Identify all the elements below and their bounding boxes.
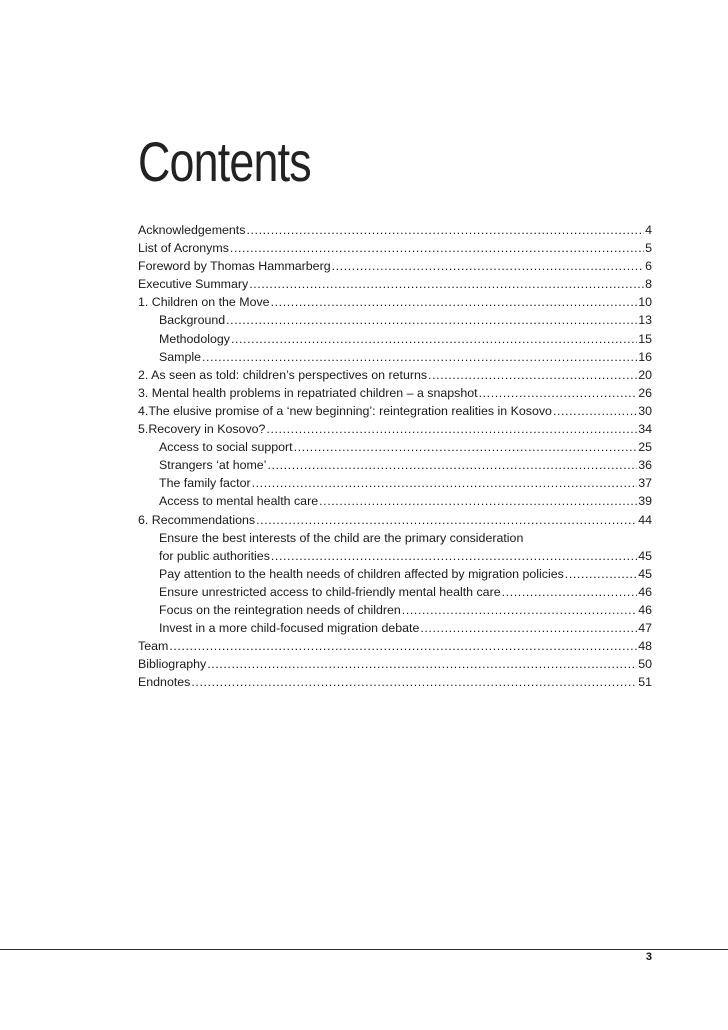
toc-entry [138,239,652,257]
toc-leader-dots [271,547,637,565]
page-title: Contents [138,130,311,193]
toc-entry [138,655,652,673]
toc-entry-page: 47 [638,621,652,636]
toc-entry-page: 34 [638,422,652,437]
toc-entry-title: Executive Summary [138,277,249,292]
toc-leader-dots [169,637,637,655]
toc-entry [138,257,652,275]
toc-leader-dots [420,619,637,637]
toc-entry-title: Strangers ‘at home’ [159,458,267,473]
toc-entry-page: 30 [638,403,652,418]
toc-entry-page: 48 [638,639,652,654]
toc-leader-dots [402,601,637,619]
toc-entry-page: 16 [638,349,652,364]
toc-entry-title: Endnotes [138,675,191,690]
toc-leader-dots [332,257,645,275]
page-number: 3 [645,951,652,963]
toc-entry-title: Ensure the best interests of the child are the primary consideration [159,530,524,545]
toc-entry-page: 36 [638,458,652,473]
toc-leader-dots [479,384,638,402]
toc-leader-dots [294,438,638,456]
toc-entry [138,293,652,311]
toc-leader-dots [553,402,637,420]
toc-entry [138,366,652,384]
toc-entry-page: 46 [638,602,652,617]
toc-entry-page: 5 [645,241,652,256]
toc-leader-dots [191,673,637,691]
footer-divider [0,949,728,950]
toc-entry-page: 8 [645,277,652,292]
toc-entry-page: 10 [638,295,652,310]
toc-entry [138,565,652,583]
toc-entry-title: Ensure unrestricted access to child-friendly mental health care [159,584,501,599]
toc-entry-page: 25 [638,440,652,455]
toc-leader-dots [246,221,644,239]
toc-entry [138,601,652,619]
toc-leader-dots [249,275,644,293]
toc-leader-dots [226,311,637,329]
toc-entry [138,511,652,529]
toc-entry [138,402,652,420]
toc-entry-title: Access to mental health care [159,494,319,509]
toc-leader-dots [252,474,638,492]
toc-leader-dots [428,366,637,384]
toc-entry [138,637,652,655]
toc-entry [138,420,652,438]
toc-entry-title: 3. Mental health problems in repatriated children – a snapshot [138,385,478,400]
toc-entry-page: 45 [638,566,652,581]
toc-leader-dots [266,420,637,438]
toc-entry-title: Foreword by Thomas Hammarberg [138,259,331,274]
toc-entry [138,492,652,510]
toc-leader-dots [231,330,637,348]
toc-entry-title: 5.Recovery in Kosovo? [138,422,266,437]
toc-leader-dots [271,293,638,311]
toc-entry-page: 46 [638,584,652,599]
toc-entry-page: 45 [638,548,652,563]
toc-entry-title: List of Acronyms [138,241,229,256]
toc-entry [138,456,652,474]
toc-entry-title: 1. Children on the Move [138,295,270,310]
toc-leader-dots [267,456,637,474]
toc-entry-title: Sample [159,349,202,364]
toc-entry-page: 39 [638,494,652,509]
toc-entry-title: Team [138,639,169,654]
toc-leader-dots [502,583,638,601]
toc-entry-page: 6 [645,259,652,274]
toc-entry-title: 6. Recommendations [138,512,256,527]
toc-entry [138,348,652,366]
toc-entry-title: Background [159,313,226,328]
toc-entry-title: Invest in a more child-focused migration debate [159,621,420,636]
toc-entry [138,275,652,293]
toc-leader-dots [319,492,637,510]
toc-entry [138,311,652,329]
toc-entry-title: Bibliography [138,657,207,672]
toc-entry-title: 2. As seen as told: children’s perspectives on returns [138,367,428,382]
toc-entry [138,529,652,547]
toc-entry [138,547,652,565]
toc-entry-title: Methodology [159,331,230,346]
toc-entry [138,673,652,691]
toc-entry-title: 4.The elusive promise of a ‘new beginning’: reintegration realities in Kosovo [138,403,552,418]
toc-leader-dots [202,348,637,366]
toc-entry [138,474,652,492]
toc-entry-page: 26 [638,385,652,400]
toc-entry-page: 13 [638,313,652,328]
toc-entry [138,583,652,601]
toc-entry-page: 20 [638,367,652,382]
toc-entry-title: The family factor [159,476,251,491]
toc-entry-page: 51 [638,675,652,690]
toc-entry-title: Acknowledgements [138,223,246,237]
table-of-contents [138,221,652,691]
toc-leader-dots [230,239,644,257]
toc-entry [138,438,652,456]
toc-entry [138,330,652,348]
toc-entry-title: Focus on the reintegration needs of children [159,602,401,617]
toc-entry-page: 44 [638,512,652,527]
toc-entry [138,221,652,239]
toc-leader-dots [565,565,637,583]
toc-entry-title: Access to social support [159,440,293,455]
toc-entry-page: 37 [638,476,652,491]
toc-leader-dots [256,511,637,529]
toc-entry-title: for public authorities [159,548,270,563]
toc-entry [138,619,652,637]
toc-entry-page: 15 [638,331,652,346]
toc-entry-page: 4 [645,223,652,237]
toc-entry-page: 50 [638,657,652,672]
toc-entry-title: Pay attention to the health needs of children affected by migration policies [159,566,564,581]
toc-entry [138,384,652,402]
toc-leader-dots [207,655,637,673]
